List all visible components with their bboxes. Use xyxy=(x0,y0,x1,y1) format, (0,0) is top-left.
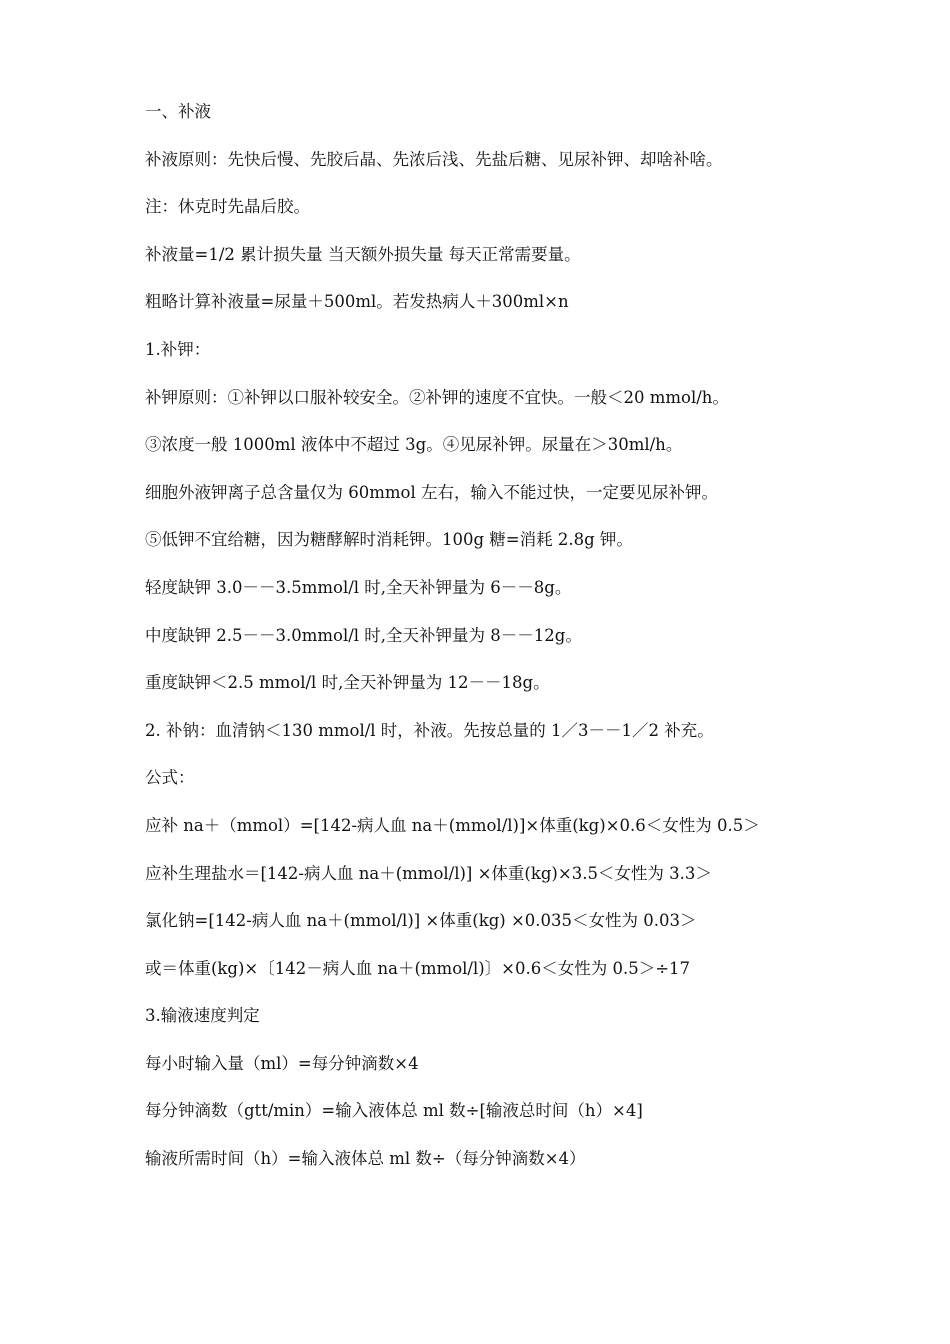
formula-saline: 应补生理盐水＝[142-病人血 na＋(mmol/l)] ×体重(kg)×3.5＜女性为 3.3＞ xyxy=(145,863,712,883)
subheading-sodium: 2. 补钠：血清钠＜130 mmol/l 时，补液。先按总量的 1／3－－1／2 补充。 xyxy=(145,720,714,740)
paragraph-rough-calc: 粗略计算补液量=尿量＋500ml。若发热病人＋300ml×n xyxy=(145,292,569,312)
paragraph-fluid-principle: 补液原则：先快后慢、先胶后晶、先浓后浅、先盐后糖、见尿补钾、却啥补啥。 xyxy=(145,149,723,169)
paragraph-shock-note: 注：休克时先晶后胶。 xyxy=(145,197,310,217)
formula-infusion-time: 输液所需时间（h）=输入液体总 ml 数÷（每分钟滴数×4） xyxy=(145,1149,586,1169)
paragraph-potassium-principle: 补钾原则：①补钾以口服补较安全。②补钾的速度不宜快。一般＜20 mmol/h。 xyxy=(145,387,729,407)
formula-sodium-chloride: 氯化钠=[142-病人血 na＋(mmol/l)] ×体重(kg) ×0.035＜女性为 0.03＞ xyxy=(145,911,697,931)
paragraph-extracellular-potassium: 细胞外液钾离子总含量仅为 60mmol 左右，输入不能过快，一定要见尿补钾。 xyxy=(145,482,718,502)
formula-alternative: 或＝体重(kg)×〔142－病人血 na＋(mmol/l)〕×0.6＜女性为 0.5＞÷17 xyxy=(145,958,691,978)
paragraph-moderate-deficiency: 中度缺钾 2.5－－3.0mmol/l 时,全天补钾量为 8－－12g。 xyxy=(145,625,582,645)
document-body xyxy=(145,97,810,1192)
label-formula: 公式： xyxy=(145,768,195,788)
section-heading-fluid: 一、补液 xyxy=(145,102,211,121)
formula-drops-per-minute: 每分钟滴数（gtt/min）=输入液体总 ml 数÷[输液总时间（h）×4] xyxy=(145,1101,643,1121)
subheading-infusion-rate: 3.输液速度判定 xyxy=(145,1006,260,1026)
paragraph-fluid-volume: 补液量=1/2 累计损失量 当天额外损失量 每天正常需要量。 xyxy=(145,244,581,264)
subheading-potassium: 1.补钾： xyxy=(145,339,211,359)
formula-hourly-volume: 每小时输入量（ml）=每分钟滴数×4 xyxy=(145,1053,419,1073)
paragraph-severe-deficiency: 重度缺钾＜2.5 mmol/l 时,全天补钾量为 12－－18g。 xyxy=(145,673,550,693)
paragraph-low-potassium-sugar: ⑤低钾不宜给糖，因为糖酵解时消耗钾。100g 糖=消耗 2.8g 钾。 xyxy=(145,530,633,550)
formula-sodium-mmol: 应补 na＋（mmol）=[142-病人血 na＋(mmol/l)]×体重(kg)×0.6＜女性为 0.5＞ xyxy=(145,815,760,835)
paragraph-potassium-concentration: ③浓度一般 1000ml 液体中不超过 3g。④见尿补钾。尿量在＞30ml/h。 xyxy=(145,435,683,455)
paragraph-mild-deficiency: 轻度缺钾 3.0－－3.5mmol/l 时,全天补钾量为 6－－8g。 xyxy=(145,577,572,597)
